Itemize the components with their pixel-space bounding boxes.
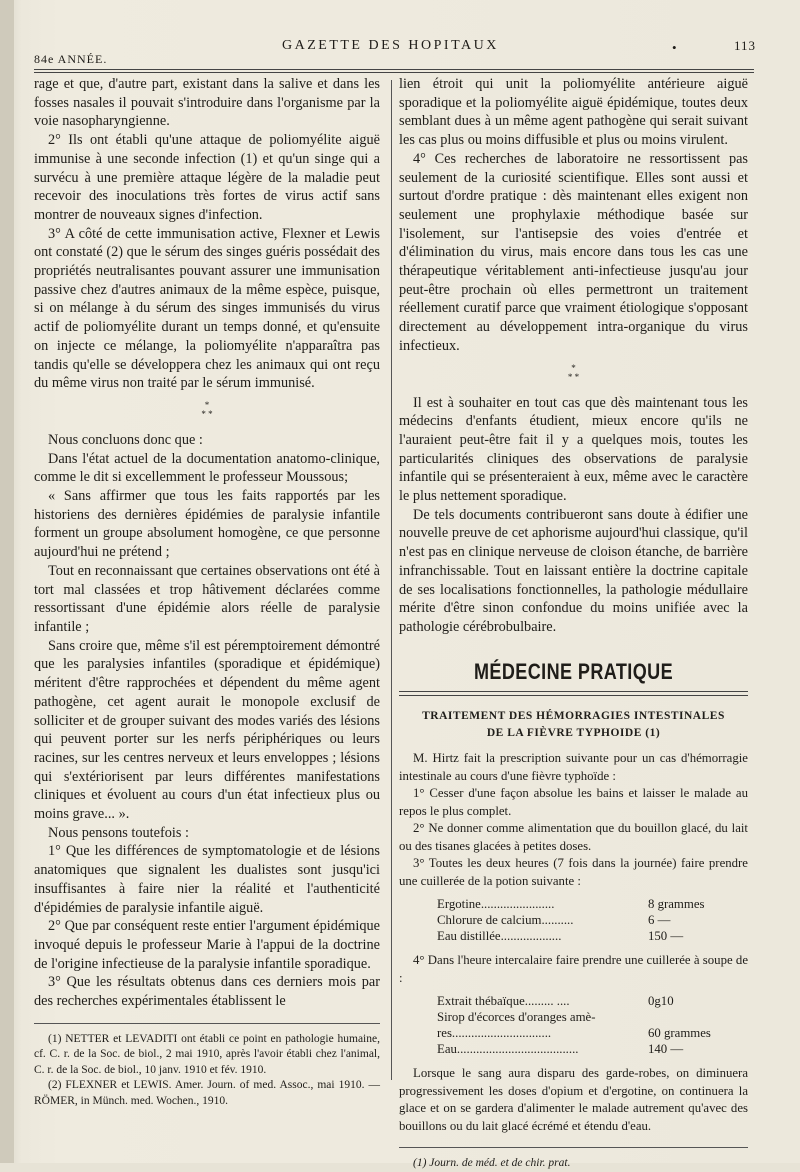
section-title: MÉDECINE PRATIQUE xyxy=(473,658,674,684)
potion-item: Extrait thébaïque......... .... 0g10 xyxy=(437,994,674,1009)
footnote: (1) Journ. de méd. et de chir. prat. xyxy=(413,1157,571,1170)
paragraph: Nous concluons donc que : xyxy=(48,431,203,448)
section-stars: * * * xyxy=(201,399,213,419)
potion-list xyxy=(399,896,748,944)
right-column xyxy=(399,75,748,1172)
footnote: (1) NETTER et LEVADITI ont établi ce point en pathologie humaine, cf. C. r. de la Soc. de biol., 2 mai 1910, après l'avoir établi chez l'animal, C. r. de la Soc. de biol., 10 janv. 1910 et fév. 1910. xyxy=(34,1032,380,1076)
paragraph: De tels documents contribueront sans doute à édifier une nouvelle preuve de cet aphorisme aujourd'hui classique, qu'il n'est pas en clinique nerveuse de cloison étanche, de barrière infranchissable. Tout en laissant entière la doctrine capitale de ses localisations fonctionnelles, la pathologie médullaire mérite d'être sinon confondue du moins unifiée avec la pathologie cérébrobulbaire. xyxy=(399,506,748,635)
paragraph: Il est à souhaiter en tout cas que dès maintenant tous les médecins d'enfants étudient, mieux encore qu'ils ne l'auraient peut-être fait il y a quelques mois, toutes les particularités cliniques des observations de paralysie infantile qui se présenteraient à eux, même avec le caractère le plus nettement sporadique. xyxy=(399,394,748,505)
paragraph: 1° Que les différences de symptomatologie et de lésions anatomiques que signalent les dualistes sont jusqu'ici insuffisantes à faire nier la réalité et l'authenticité d'épidémies de paralysie infantile aiguë. xyxy=(34,843,380,916)
column-divider xyxy=(391,80,392,1080)
article-title-line-1: TRAITEMENT DES HÉMORRAGIES INTESTINALES xyxy=(422,710,725,723)
paragraph: Sans croire que, même s'il est péremptoirement démontré que les paralysies infantiles (sporadique et épidémique) méritent d'être rapprochées et dépendent du même agent pathogène, cet agent aurait le monopole exclusif de solliciter et de grouper suivant des modes variés des lésions qui peuvent porter sur les nerfs périphériques ou leurs racines, sur les centres nerveux et leurs enveloppes ; lésions qui s'extériorisent par leurs différentes manifestations cliniques et évoluent au cours d'un état infectieux plus ou moins grave... ». xyxy=(34,637,380,823)
section-stars: * * * xyxy=(567,362,580,382)
footnote: (2) FLEXNER et LEWIS. Amer. Journ. of med. Assoc., mai 1910. — RÖMER, in Münch. med. Wochen., 1910. xyxy=(34,1079,380,1107)
paragraph: lien étroit qui unit la poliomyélite antérieure aiguë sporadique et la poliomyélite aiguë épidémique, toutes deux semblant dues à un même agent pathogène qui serait suivant les cas plus ou moins diffusible et plus ou moins virulent. xyxy=(399,76,748,149)
potion-list xyxy=(399,993,748,1057)
potion-item: Ergotine....................... 8 grammes xyxy=(437,897,705,912)
header-rule-2 xyxy=(34,72,754,73)
footnote-separator xyxy=(399,1147,748,1148)
paragraph: Nous pensons toutefois : xyxy=(48,824,189,841)
prescription-step: 4° Dans l'heure intercalaire faire prendre une cuillerée à soupe de : xyxy=(399,953,748,985)
potion-item: Chlorure de calcium.......... 6 — xyxy=(437,913,671,928)
issue-label: 84e ANNÉE. xyxy=(34,52,108,66)
journal-title: GAZETTE DES HOPITAUX xyxy=(282,38,499,53)
article-title-line-2: DE LA FIÈVRE TYPHOIDE (1) xyxy=(486,727,661,740)
paragraph: rage et que, d'autre part, existant dans la salive et dans les fosses nasales il pouvait s'introduire dans l'organisme par la voie nasopharyngienne. xyxy=(34,76,380,130)
header-rule xyxy=(34,69,754,70)
paragraph: Dans l'état actuel de la documentation anatomo-clinique, comme le dit si excellemment le professeur Moussous; xyxy=(34,450,380,486)
page-number: 113 xyxy=(734,38,757,53)
header-dot: • xyxy=(672,40,679,55)
paragraph: « Sans affirmer que tous les faits rapportés par les historiens des dernières épidémies de paralysie infantile forment un groupe absolument homogène, ce que personne aujourd'hui ne prétend ; xyxy=(34,488,380,561)
article-intro: M. Hirtz fait la prescription suivante pour un cas d'hémorragie intestinale au cours d'une fièvre typhoïde : xyxy=(399,751,748,783)
prescription-step: 3° Toutes les deux heures (7 fois dans la journée) faire prendre une cuillerée de la potion suivante : xyxy=(399,856,748,888)
prescription-step: 2° Ne donner comme alimentation que du bouillon glacé, du lait ou des tisanes glacées à petites doses. xyxy=(399,821,748,853)
left-column xyxy=(34,75,380,1109)
binding-gutter xyxy=(0,0,14,1163)
paragraph: 2° Que par conséquent reste entier l'argument épidémique invoqué depuis le professeur Marie à l'appui de la doctrine de l'origine infectieuse de la paralysie infantile sporadique. xyxy=(34,918,380,972)
paragraph: 2° Ils ont établi qu'une attaque de poliomyélite aiguë immunise à une seconde infection (1) et qu'un singe qui a survécu à une première attaque légère de la maladie peut recevoir des inoculations très fortes de virus actif sans montrer de nouveaux signes d'infection. xyxy=(34,132,380,223)
section-rule xyxy=(399,691,748,696)
article-closing: Lorsque le sang aura disparu des garde-robes, on diminuera progressivement les doses d'opium et d'ergotine, on continuera la glace et on se gardera d'alimenter le malade autrement qu'avec des bouillons ou du lait glacé écrémé et étendu d'eau. xyxy=(399,1066,748,1133)
potion-item: res............................... 60 grammes xyxy=(437,1026,711,1041)
paragraph: 3° Que les résultats obtenus dans ces derniers mois par des recherches expérimentales établissent le xyxy=(34,974,380,1010)
potion-item: Sirop d'écorces d'oranges amè- xyxy=(437,1010,596,1025)
paragraph: Tout en reconnaissant que certaines observations ont été à tort mal classées et trop hâtivement déclarées comme ressortissant d'une épidémie alors réelle de paralysie infantile ; xyxy=(34,562,380,635)
prescription-step: 1° Cesser d'une façon absolue les bains et laisser le malade au repos le plus complet. xyxy=(399,786,748,818)
article-title xyxy=(399,708,748,742)
potion-item: Eau...................................... 140 — xyxy=(437,1042,684,1057)
paragraph: 3° A côté de cette immunisation active, Flexner et Lewis ont constaté (2) que le sérum des singes guéris possédait des propriétés neutralisantes pouvant assurer une immunisation passive chez d'autres animaux de la même espèce, puisque, si on mélange à du sérum des singes immunisés du virus actif de poliomyélite durant un temps donné, et qu'ensuite on injecte ce mélange, la poliomyélite n'apparaîtra pas tandis qu'elle se développera chez les animaux qui ont reçu du même virus non traité par le sérum immunisé. xyxy=(34,225,380,392)
paragraph: 4° Ces recherches de laboratoire ne ressortissent pas seulement de la curiosité scientifique. Elles sont aussi et surtout d'ordre pratique : dès maintenant elles exigent non seulement une prophylaxie méthodique basée sur l'isolement, sur l'antisepsie des voies d'entrée et d'élimination du virus, mais encore dans tous les cas une thérapeutique véritablement anti-infectieuse jusqu'au jour peut-être prochain où elles permettront un traitement réellement curatif parce que vraiment étiologique s'opposant directement au développement intra-organique du virus infectieux. xyxy=(399,150,748,354)
footnote-separator xyxy=(34,1023,380,1024)
potion-item: Eau distillée................... 150 — xyxy=(437,929,684,944)
